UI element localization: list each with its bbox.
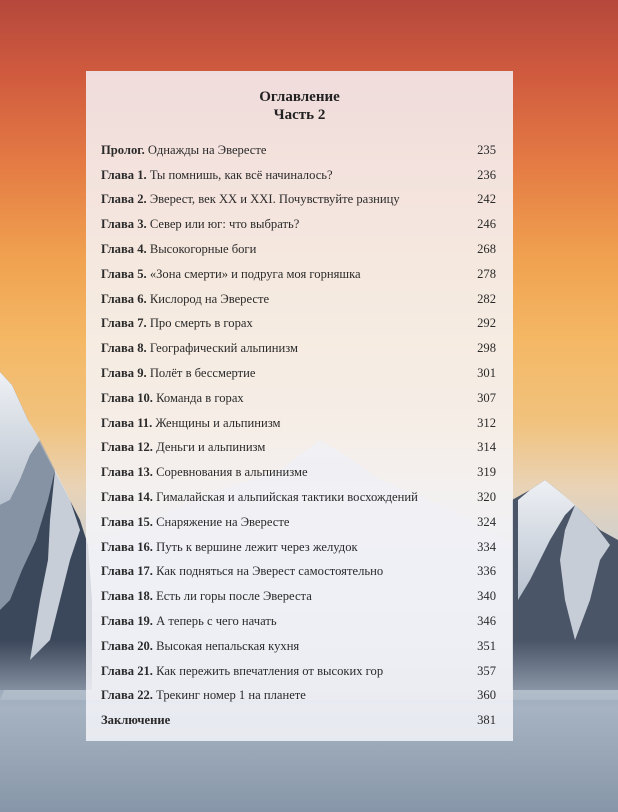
toc-entry[interactable]: [101, 237, 496, 262]
entry-label: Глава 18.: [101, 589, 153, 604]
toc-entry[interactable]: [101, 361, 496, 386]
entry-label: Глава 14.: [101, 490, 153, 505]
entry-page-number: 242: [477, 192, 496, 207]
entry-text: Географический альпинизм: [149, 341, 298, 356]
entry-label: Заключение: [101, 713, 171, 728]
toc-entry[interactable]: [101, 163, 496, 188]
entry-text: Высокогорные боги: [149, 242, 257, 257]
entry-label: Глава 8.: [101, 341, 147, 356]
entry-label: Глава 4.: [101, 242, 147, 257]
entry-page-number: 324: [477, 514, 496, 529]
entry-label: Глава 3.: [101, 217, 147, 232]
entry-page-number: 351: [477, 638, 496, 653]
entry-page-number: 381: [477, 713, 496, 728]
entry-text: «Зона смерти» и подруга моя горняшка: [149, 266, 361, 281]
entry-label: Глава 22.: [101, 688, 153, 703]
entry-page-number: 346: [477, 614, 496, 629]
entry-text: Трекинг номер 1 на планете: [156, 688, 306, 703]
entry-label: Глава 9.: [101, 366, 147, 381]
toc-entry[interactable]: [101, 535, 496, 560]
toc-subtitle: Часть 2: [273, 107, 326, 123]
entry-label: Глава 21.: [101, 663, 153, 678]
toc-entry[interactable]: [101, 436, 496, 461]
entry-page-number: 236: [477, 167, 496, 182]
entry-page-number: 307: [477, 390, 496, 405]
entry-label: Глава 1.: [101, 167, 147, 182]
entry-page-number: 360: [477, 688, 496, 703]
table-of-contents-panel: [86, 71, 513, 741]
toc-entry[interactable]: [101, 708, 496, 733]
entry-label: Глава 17.: [101, 564, 153, 579]
toc-entry[interactable]: [101, 510, 496, 535]
toc-entry[interactable]: [101, 212, 496, 237]
entry-label: Глава 2.: [101, 192, 147, 207]
entry-page-number: 268: [477, 242, 496, 257]
toc-entry[interactable]: [101, 336, 496, 361]
entry-label: Глава 12.: [101, 440, 153, 455]
entry-page-number: 312: [477, 415, 496, 430]
entry-text: Женщины и альпинизм: [155, 415, 281, 430]
entry-label: Глава 11.: [101, 415, 153, 430]
entry-page-number: 235: [477, 142, 496, 157]
entry-label: Глава 13.: [101, 465, 153, 480]
entry-page-number: 314: [477, 440, 496, 455]
entry-text: Снаряжение на Эвересте: [156, 514, 290, 529]
toc-entry[interactable]: [101, 188, 496, 213]
entry-text: Север или юг: что выбрать?: [149, 217, 300, 232]
entry-label: Глава 20.: [101, 638, 153, 653]
entry-page-number: 319: [477, 465, 496, 480]
entry-page-number: 298: [477, 341, 496, 356]
toc-entry[interactable]: [101, 584, 496, 609]
entry-text: Ты помнишь, как всё начиналось?: [149, 167, 333, 182]
entry-text: Команда в горах: [156, 390, 244, 405]
toc-entry[interactable]: [101, 262, 496, 287]
toc-entry[interactable]: [101, 411, 496, 436]
entry-page-number: 340: [477, 589, 496, 604]
entry-page-number: 334: [477, 539, 496, 554]
entry-page-number: 282: [477, 291, 496, 306]
entry-label: Глава 5.: [101, 266, 147, 281]
entry-label: Глава 15.: [101, 514, 153, 529]
toc-entry[interactable]: [101, 312, 496, 337]
entry-page-number: 336: [477, 564, 496, 579]
toc-title: Оглавление: [259, 89, 340, 105]
entry-page-number: 357: [477, 663, 496, 678]
toc-list: [101, 138, 496, 733]
entry-text: Как подняться на Эверест самостоятельно: [156, 564, 384, 579]
entry-text: Путь к вершине лежит через желудок: [156, 539, 358, 554]
toc-entry[interactable]: [101, 609, 496, 634]
toc-entry[interactable]: [101, 386, 496, 411]
toc-entry[interactable]: [101, 138, 496, 163]
entry-text: Эверест, век XX и XXI. Почувствуйте разницу: [149, 192, 400, 207]
entry-label: Глава 16.: [101, 539, 153, 554]
entry-page-number: 301: [477, 366, 496, 381]
entry-text: Однажды на Эвересте: [147, 142, 267, 157]
entry-text: Есть ли горы после Эвереста: [156, 589, 312, 604]
entry-page-number: 246: [477, 217, 496, 232]
toc-entry[interactable]: [101, 460, 496, 485]
entry-text: Деньги и альпинизм: [156, 440, 266, 455]
entry-label: Глава 7.: [101, 316, 147, 331]
toc-entry[interactable]: [101, 634, 496, 659]
entry-label: Глава 6.: [101, 291, 147, 306]
entry-text: Полёт в бессмертие: [149, 366, 256, 381]
toc-entry[interactable]: [101, 560, 496, 585]
entry-text: Соревнования в альпинизме: [156, 465, 308, 480]
entry-page-number: 278: [477, 266, 496, 281]
toc-entry[interactable]: [101, 659, 496, 684]
toc-entry[interactable]: [101, 485, 496, 510]
toc-entry[interactable]: [101, 287, 496, 312]
entry-text: А теперь с чего начать: [156, 614, 277, 629]
entry-text: Как пережить впечатления от высоких гор: [156, 663, 384, 678]
entry-page-number: 292: [477, 316, 496, 331]
entry-text: Про смерть в горах: [149, 316, 253, 331]
entry-text: Гималайская и альпийская тактики восхождений: [156, 490, 418, 505]
toc-entry[interactable]: [101, 684, 496, 709]
entry-text: Высокая непальская кухня: [156, 638, 300, 653]
entry-label: Глава 10.: [101, 390, 153, 405]
entry-page-number: 320: [477, 490, 496, 505]
entry-label: Глава 19.: [101, 614, 153, 629]
entry-label: Пролог.: [101, 142, 145, 157]
entry-text: Кислород на Эвересте: [149, 291, 270, 306]
